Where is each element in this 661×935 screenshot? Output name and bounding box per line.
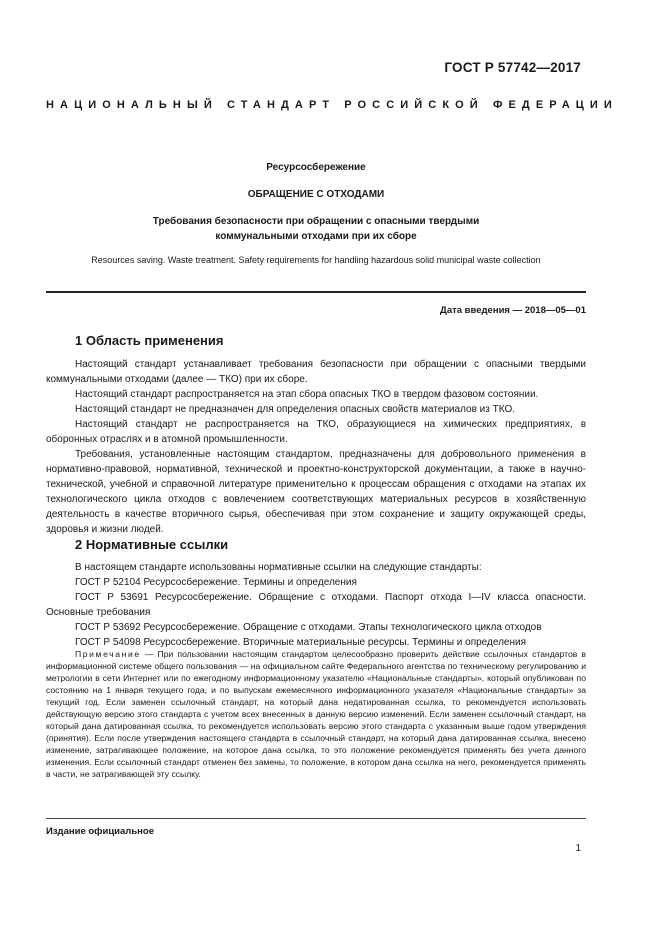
reference-item: ГОСТ Р 54098 Ресурсосбережение. Вторичные материальные ресурсы. Термины и определения xyxy=(75,637,527,648)
title-divider xyxy=(46,291,586,293)
section1-paragraph: Настоящий стандарт устанавливает требования безопасности при обращении с опасными твердыми коммунальными отходами (далее — ТКО) при их сборе. xyxy=(46,359,586,385)
section2-intro: В настоящем стандарте использованы нормативные ссылки на следующие стандарты: xyxy=(75,562,482,573)
section1-body xyxy=(46,357,586,537)
section2-body xyxy=(46,560,586,650)
title-requirements xyxy=(46,214,586,244)
reference-item: ГОСТ Р 53691 Ресурсосбережение. Обращение с отходами. Паспорт отхода I—IV класса опасности. Основные требования xyxy=(46,592,586,618)
intro-date: Дата введения — 2018—05—01 xyxy=(440,305,586,316)
footer-divider xyxy=(46,818,586,819)
english-title: Resources saving. Waste treatment. Safety requirements for handling hazardous solid municipal waste collection xyxy=(91,255,541,265)
section1-heading: 1 Область применения xyxy=(75,333,224,348)
reference-item: ГОСТ Р 52104 Ресурсосбережение. Термины и определения xyxy=(75,577,357,588)
section2-heading: 2 Нормативные ссылки xyxy=(75,537,229,552)
section1-paragraph: Настоящий стандарт не предназначен для определения опасных свойств материалов из ТКО. xyxy=(75,404,515,415)
edition-label: Издание официальное xyxy=(46,826,154,837)
title-main: ОБРАЩЕНИЕ С ОТХОДАМИ xyxy=(247,189,385,200)
reference-note xyxy=(46,648,586,780)
title-subject: Ресурсосбережение xyxy=(266,162,366,173)
title-requirements-line1: Требования безопасности при обращении с опасными твердыми xyxy=(152,216,480,227)
note-text: — При пользовании настоящим стандартом целесообразно проверить действие ссылочных стандартов в информационной системе общего пользования — на официальном сайте Федерального агентства по техническому регулированию и метрологии в сети Интернет или по ежегодному информационному указателю «Национальные стандарты», который опубликован по состоянию на 1 января текущего года, и по выпускам ежемесячного информационного указателя «Национальные стандарты» за текущий год. Если заменен ссылочный стандарт, на который дана недатированная ссылка, то рекомендуется использовать действующую версию этого стандарта с учетом всех внесенных в данную версию изменений. Если заменен ссылочный стандарт, на который дана датированная ссылка, то рекомендуется использовать версию этого стандарта с указанным выше годом утверждения (принятия). Если после утверждения настоящего стандарта в ссылочный стандарт, на который дана датированная ссылка, внесено изменение, затрагивающее положение, на которое дана ссылка, то это положение рекомендуется применять без учета данного изменения. Если ссылочный стандарт отменен без замены, то положение, в котором дана ссылка на него, рекомендуется применять в части, не затрагивающей эту ссылку. xyxy=(46,649,586,779)
page-number: 1 xyxy=(575,843,581,854)
reference-item: ГОСТ Р 53692 Ресурсосбережение. Обращение с отходами. Этапы технологического цикла отходов xyxy=(75,622,542,633)
standard-number: ГОСТ Р 57742—2017 xyxy=(444,60,581,75)
section1-paragraph: Требования, установленные настоящим стандартом, предназначены для добровольного применения в нормативно-правовой, нормативной, технической и проектно-конструкторской документации, а также в научно-технической, учебной и справочной литературе применительно к процессам обращения с отходами на этапах их технологического цикла отходов с вовлечением соответствующих материальных ресурсов в хозяйственную деятельность в качестве вторичного сырья, обеспечивая при этом сохранение и защиту окружающей среды, здоровья и жизни людей. xyxy=(46,449,586,535)
note-label: Примечание xyxy=(75,649,141,659)
section1-paragraph: Настоящий стандарт не распространяется на ТКО, образующиеся на химических предприятиях, в оборонных отраслях и в атомной промышленности. xyxy=(46,419,586,445)
section1-paragraph: Настоящий стандарт распространяется на этап сбора опасных ТКО в твердом фазовом состоянии. xyxy=(75,389,539,400)
title-requirements-line2: коммунальными отходами при их сборе xyxy=(215,231,417,242)
national-standard-title: НАЦИОНАЛЬНЫЙ СТАНДАРТ РОССИЙСКОЙ ФЕДЕРАЦИИ xyxy=(46,99,618,111)
